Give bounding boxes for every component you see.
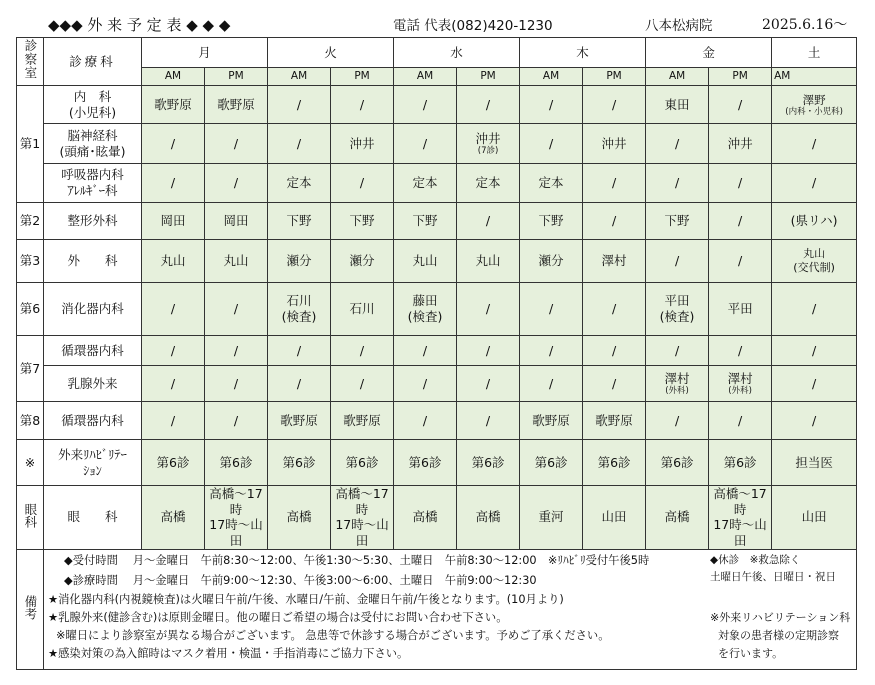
cell-sat: 担当医 (772, 440, 857, 486)
cell: 沖井 (7診) (457, 124, 520, 164)
cell: 第6診 (583, 440, 646, 486)
cell: 歌野原 (205, 86, 268, 124)
cell: 下野 (394, 203, 457, 240)
cell: 高橋 (142, 486, 205, 550)
cell: 東田 (646, 86, 709, 124)
day-mon: 月 (142, 38, 268, 68)
note-rooms: ※曜日により診察室が異なる場合がございます。 急患等で休診する場合がございます。予めご了承ください。 (56, 628, 610, 642)
room-x: ※ (17, 440, 44, 486)
cell: 第6診 (457, 440, 520, 486)
cell: / (394, 402, 457, 440)
cell: 下野 (646, 203, 709, 240)
cell: / (520, 124, 583, 164)
cell: / (205, 402, 268, 440)
cell-sat: (県リハ) (772, 203, 857, 240)
cell: / (205, 283, 268, 336)
slot-pm: PM (205, 68, 268, 86)
row-seikei (17, 203, 857, 240)
cell: / (583, 336, 646, 366)
cell: 高橋 (268, 486, 331, 550)
cell: / (646, 124, 709, 164)
slot-pm: PM (331, 68, 394, 86)
day-wed: 水 (394, 38, 520, 68)
dept-nou: 脳神経科 (頭痛･眩暈) (44, 124, 142, 164)
dept-ganka: 眼 科 (44, 486, 142, 550)
slot-pm: PM (457, 68, 520, 86)
row-naika (17, 86, 857, 124)
cell-sat: / (772, 164, 857, 203)
slot-am: AM (520, 68, 583, 86)
slot-am: AM (646, 68, 709, 86)
row-junkan7 (17, 336, 857, 366)
cell: 沖井 (583, 124, 646, 164)
cell: / (142, 283, 205, 336)
cell: 沖井 (709, 124, 772, 164)
cell: 歌野原 (583, 402, 646, 440)
cell: 歌野原 (268, 402, 331, 440)
cell: 藤田 (検査) (394, 283, 457, 336)
day-header-row (17, 38, 857, 68)
slot-am: AM (394, 68, 457, 86)
dept-junkan8: 循環器内科 (44, 402, 142, 440)
cell: 瀬分 (520, 240, 583, 283)
slot-am: AM (142, 68, 205, 86)
cell: / (457, 402, 520, 440)
row-geka (17, 240, 857, 283)
cell: 定本 (268, 164, 331, 203)
cell: / (646, 402, 709, 440)
dept-nyusen: 乳腺外来 (44, 366, 142, 402)
reha-note-1: ※外来リハビリテーション科 (710, 610, 851, 624)
room-eye: 眼科 (17, 486, 44, 550)
cell: / (646, 240, 709, 283)
room-2: 第2 (17, 203, 44, 240)
cell-sat: / (772, 336, 857, 366)
note-endoscopy: ★消化器内科(内視鏡検査)は火曜日午前/午後、水曜日/午前、金曜日午前/午後となります。(10月より) (48, 592, 564, 606)
cell: / (268, 336, 331, 366)
cell: 第6診 (520, 440, 583, 486)
cell: / (520, 336, 583, 366)
day-fri: 金 (646, 38, 772, 68)
cell: 定本 (520, 164, 583, 203)
cell: / (268, 124, 331, 164)
cell-sat: / (772, 283, 857, 336)
cell: 石川 (331, 283, 394, 336)
cell: / (457, 203, 520, 240)
page-title: ◆◆◆ 外 来 予 定 表 ◆ ◆ ◆ (48, 16, 231, 34)
cell: / (394, 124, 457, 164)
cell: 第6診 (331, 440, 394, 486)
cell: / (142, 402, 205, 440)
cell: 第6診 (394, 440, 457, 486)
cell: / (142, 124, 205, 164)
cell: / (331, 336, 394, 366)
cell: / (205, 164, 268, 203)
dept-header: 診療科 (44, 38, 142, 86)
notes-label: 備考 (17, 549, 44, 669)
cell: 瀬分 (268, 240, 331, 283)
cell: 高橋 (394, 486, 457, 550)
cell: 岡田 (142, 203, 205, 240)
cell: / (709, 240, 772, 283)
reception-hours: ◆受付時間 月～金曜日 午前8:30～12:00、午後1:30～5:30、土曜日 午前8:30～12:00 ※ﾘﾊﾋﾞﾘ受付午後5時 (64, 553, 650, 567)
cell: / (457, 86, 520, 124)
cell: 第6診 (709, 440, 772, 486)
slot-am: AM (772, 68, 857, 86)
cell: / (520, 366, 583, 402)
room-header: 診察室 (17, 38, 44, 86)
cell: 下野 (520, 203, 583, 240)
cell-split: 高橋～17時 17時～山田 (205, 486, 268, 550)
cell-sat: / (772, 402, 857, 440)
cell-split: 高橋～17時 17時～山田 (709, 486, 772, 550)
dept-naika: 内 科 (小児科) (44, 86, 142, 124)
cell: / (709, 86, 772, 124)
cell: / (205, 336, 268, 366)
cell: 沖井 (331, 124, 394, 164)
effective-date: 2025.6.16～ (762, 17, 848, 33)
cell: 高橋 (646, 486, 709, 550)
consult-hours: ◆診療時間 月～金曜日 午前9:00～12:30、午後3:00～6:00、土曜日 午前9:00～12:30 (64, 573, 537, 587)
cell-sat: 丸山 (交代制) (772, 240, 857, 283)
cell: / (394, 86, 457, 124)
dept-junkan7: 循環器内科 (44, 336, 142, 366)
cell: 丸山 (394, 240, 457, 283)
day-sat: 土 (772, 38, 857, 68)
cell: 下野 (268, 203, 331, 240)
slot-pm: PM (583, 68, 646, 86)
day-thu: 木 (520, 38, 646, 68)
cell: / (646, 336, 709, 366)
notes-row (17, 549, 857, 669)
cell-sat: 山田 (772, 486, 857, 550)
closed-days: 土曜日午後、日曜日・祝日 (710, 570, 836, 583)
cell-split: 高橋～17時 17時～山田 (331, 486, 394, 550)
notes-area (44, 549, 857, 669)
slot-pm: PM (709, 68, 772, 86)
cell: / (331, 366, 394, 402)
cell: 歌野原 (520, 402, 583, 440)
cell: / (142, 366, 205, 402)
slot-header-row (17, 68, 857, 86)
cell: / (331, 164, 394, 203)
cell: 第6診 (268, 440, 331, 486)
dept-reha: 外来ﾘﾊﾋﾞﾘﾃｰ ｼｮﾝ (44, 440, 142, 486)
cell: 定本 (457, 164, 520, 203)
row-kokyu (17, 164, 857, 203)
cell: 歌野原 (331, 402, 394, 440)
cell: / (583, 283, 646, 336)
cell: / (583, 366, 646, 402)
cell: 澤村 (外科) (709, 366, 772, 402)
cell: / (205, 366, 268, 402)
room-1: 第1 (17, 86, 44, 203)
cell: 下野 (331, 203, 394, 240)
row-junkan8 (17, 402, 857, 440)
cell: 山田 (583, 486, 646, 550)
reha-note-3: を行います。 (718, 646, 784, 660)
cell: 定本 (394, 164, 457, 203)
cell: 平田 (検査) (646, 283, 709, 336)
cell: / (709, 164, 772, 203)
note-infection: ★感染対策の為入館時はマスク着用・検温・手指消毒にご協力下さい。 (48, 646, 409, 660)
cell: 重河 (520, 486, 583, 550)
cell: / (394, 366, 457, 402)
row-shoka (17, 283, 857, 336)
dept-kokyu: 呼吸器内科 ｱﾚﾙｷﾞｰ科 (44, 164, 142, 203)
cell: 第6診 (205, 440, 268, 486)
dept-shoka: 消化器内科 (44, 283, 142, 336)
cell: 丸山 (457, 240, 520, 283)
cell: / (646, 164, 709, 203)
cell: / (709, 336, 772, 366)
cell-sat: 澤野 (内科・小児科) (772, 86, 857, 124)
cell: / (142, 164, 205, 203)
room-7: 第7 (17, 336, 44, 402)
cell-sat: / (772, 366, 857, 402)
cell: 丸山 (142, 240, 205, 283)
cell: 平田 (709, 283, 772, 336)
hospital-name: 八本松病院 (645, 18, 713, 34)
cell: / (520, 283, 583, 336)
schedule-table (16, 37, 857, 670)
room-6: 第6 (17, 283, 44, 336)
cell: 歌野原 (142, 86, 205, 124)
cell: / (583, 203, 646, 240)
cell: / (394, 336, 457, 366)
note-breast: ★乳腺外来(健診含む)は原則金曜日。他の曜日ご希望の場合は受付にお問い合わせ下さい。 (48, 610, 508, 624)
reha-note-2: 対象の患者様の定期診察 (718, 628, 839, 642)
cell: / (457, 283, 520, 336)
cell: / (709, 402, 772, 440)
dept-geka: 外 科 (44, 240, 142, 283)
row-ganka (17, 486, 857, 550)
cell: / (142, 336, 205, 366)
phone-number: 電話 代表(082)420-1230 (393, 18, 553, 34)
cell: / (457, 366, 520, 402)
room-8: 第8 (17, 402, 44, 440)
cell: / (457, 336, 520, 366)
row-nou (17, 124, 857, 164)
cell: / (583, 86, 646, 124)
cell: / (331, 86, 394, 124)
cell: / (709, 203, 772, 240)
row-nyusen (17, 366, 857, 402)
cell: 岡田 (205, 203, 268, 240)
cell: / (520, 86, 583, 124)
cell: 丸山 (205, 240, 268, 283)
closed-days-title: ◆休診 ※救急除く (710, 553, 801, 566)
cell: 高橋 (457, 486, 520, 550)
cell: 澤村 (583, 240, 646, 283)
cell: 澤村 (外科) (646, 366, 709, 402)
cell: / (583, 164, 646, 203)
dept-seikei: 整形外科 (44, 203, 142, 240)
slot-am: AM (268, 68, 331, 86)
cell: / (205, 124, 268, 164)
cell-sat: / (772, 124, 857, 164)
cell: 石川 (検査) (268, 283, 331, 336)
day-tue: 火 (268, 38, 394, 68)
cell: 第6診 (142, 440, 205, 486)
cell: 瀬分 (331, 240, 394, 283)
row-reha (17, 440, 857, 486)
room-3: 第3 (17, 240, 44, 283)
cell: / (268, 366, 331, 402)
cell: / (268, 86, 331, 124)
cell: 第6診 (646, 440, 709, 486)
